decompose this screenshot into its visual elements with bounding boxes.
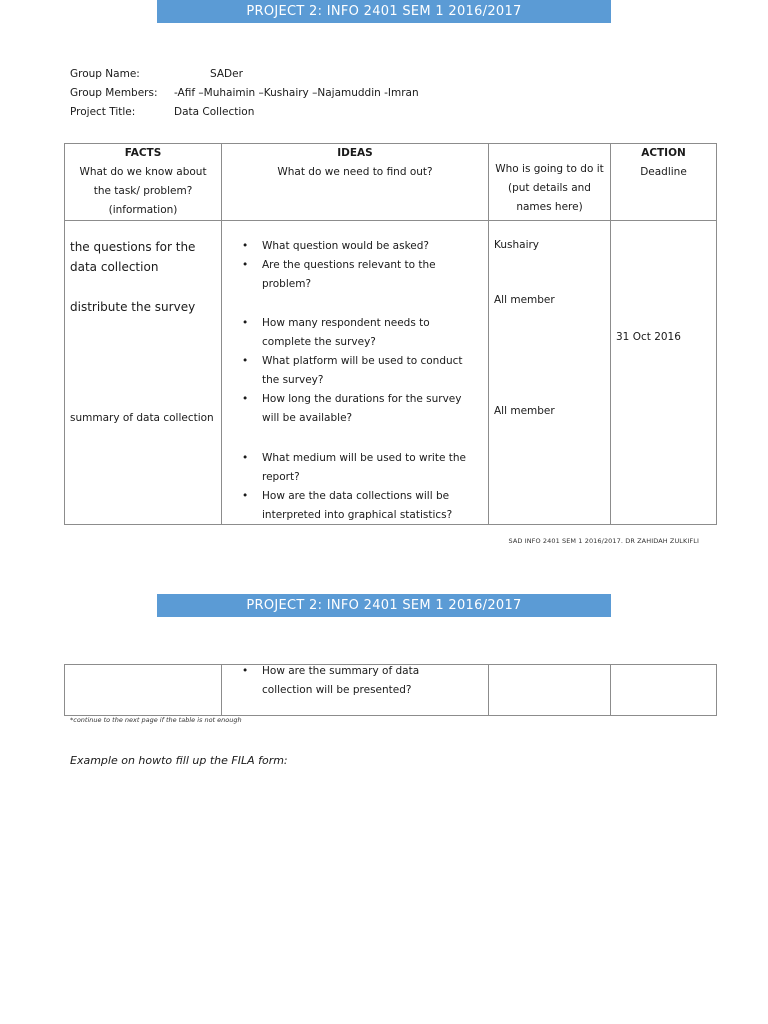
list-item: • What platform will be used to conduct the survey? — [239, 352, 469, 390]
page-footer: SAD INFO 2401 SEM 1 2016/2017. DR ZAHIDAH ZULKIFLI — [508, 537, 699, 545]
group-name-value: SADer — [210, 68, 243, 80]
who-item: All member — [494, 405, 555, 417]
ideas-cell — [222, 221, 489, 525]
facts-subheader: What do we know about the task/ problem? (information) — [79, 166, 207, 216]
example-text: Example on howto fill up the FILA form: — [70, 754, 288, 767]
ideas-subheader: What do we need to find out? — [277, 166, 433, 178]
fila-table-continued — [64, 664, 717, 716]
deadline-value: 31 Oct 2016 — [616, 331, 681, 343]
deadline-cell — [611, 665, 717, 716]
facts-cell — [65, 221, 222, 525]
list-item: • How are the data collections will be interpreted into graphical statistics? — [239, 487, 469, 525]
who-item: All member — [494, 294, 555, 306]
group-name-label: Group Name: — [70, 68, 140, 80]
page-banner-2: PROJECT 2: INFO 2401 SEM 1 2016/2017 — [157, 594, 611, 617]
action-subheader: Deadline — [640, 166, 687, 178]
fact-item: distribute the survey — [70, 300, 196, 314]
deadline-cell — [611, 221, 717, 525]
fact-item: the questions for the data collection — [70, 240, 196, 274]
table-row — [65, 665, 717, 716]
ideas-cell — [222, 665, 489, 716]
who-subheader: Who is going to do it (put details and names here) — [495, 163, 604, 213]
ideas-list — [239, 449, 469, 525]
who-cell — [489, 221, 611, 525]
list-item: • What medium will be used to write the report? — [239, 449, 469, 487]
action-header: ACTION — [641, 147, 686, 159]
facts-header-cell — [65, 144, 222, 221]
table-row — [65, 221, 717, 525]
page-banner: PROJECT 2: INFO 2401 SEM 1 2016/2017 — [157, 0, 611, 23]
group-members-value: -Afif –Muhaimin –Kushairy –Najamuddin -Imran — [174, 87, 419, 99]
list-item: • How many respondent needs to complete the survey? — [239, 314, 469, 352]
facts-cell — [65, 665, 222, 716]
who-item: Kushairy — [494, 239, 540, 251]
continue-note: *continue to the next page if the table is not enough — [70, 716, 242, 724]
ideas-list — [239, 237, 469, 294]
list-item: • How are the summary of data collection will be presented? — [239, 662, 469, 700]
ideas-list — [239, 314, 469, 428]
fila-table — [64, 143, 717, 525]
list-item: • What question would be asked? — [239, 237, 469, 256]
fact-item: summary of data collection — [70, 412, 214, 424]
project-title-value: Data Collection — [174, 106, 255, 118]
action-header-cell — [611, 144, 717, 221]
list-item: • How long the durations for the survey will be available? — [239, 390, 469, 428]
list-item: • Are the questions relevant to the problem? — [239, 256, 469, 294]
table-header-row — [65, 144, 717, 221]
who-header-cell — [489, 144, 611, 221]
ideas-header: IDEAS — [337, 147, 373, 159]
group-members-label: Group Members: — [70, 87, 158, 99]
ideas-list — [239, 662, 469, 700]
who-cell — [489, 665, 611, 716]
project-title-label: Project Title: — [70, 106, 136, 118]
ideas-header-cell — [222, 144, 489, 221]
facts-header: FACTS — [124, 147, 162, 159]
